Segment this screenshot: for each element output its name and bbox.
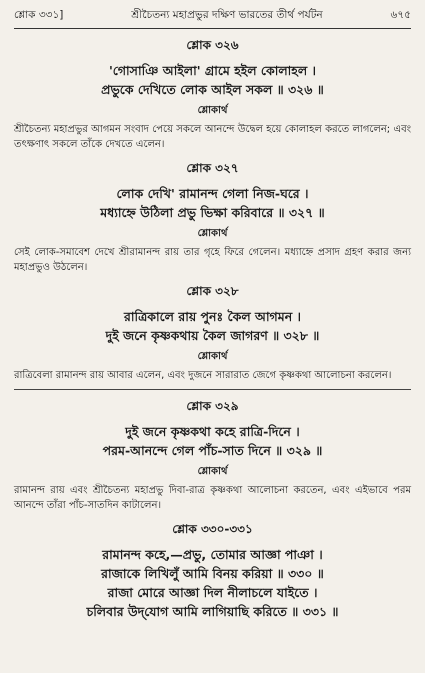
verse-line: লোক দেখি' রামানন্দ গেলা নিজ-ঘরে । — [116, 186, 309, 201]
verse-line: প্রভুকে দেখিতে লোক আইল সকল ॥ ৩২৬ ॥ — [101, 82, 324, 97]
translation-text: শ্রীচৈতন্য মহাপ্রভুর আগমন সংবাদ পেয়ে সকলে আনন্দে উদ্বেল হয়ে কোলাহল করতে লাগলেন; এবং তৎক্ষণাৎ সকলে তাঁকে দেখতে এলেন। — [14, 124, 411, 150]
translation-text: সেই লোক-সমাবেশ দেখে শ্রীরামানন্দ রায় তার গৃহে ফিরে গেলেন। মধ্যাহ্নে প্রসাদ গ্রহণ করার জন্য মহাপ্রভুও উঠলেন। — [14, 247, 411, 273]
verse-block — [14, 37, 411, 152]
verse-line: চলিবার উদ্‌যোগ আমি লাগিয়াছি করিতে ॥ ৩৩১ ॥ — [86, 604, 339, 619]
verse-block — [14, 160, 411, 275]
verse-number: শ্লোক ৩২৭ — [186, 161, 239, 175]
translation-heading: শ্লোকার্থ — [197, 466, 228, 477]
translation-heading: শ্লোকার্থ — [197, 105, 228, 116]
translation-heading: শ্লোকার্থ — [197, 351, 228, 362]
verse-number: শ্লোক ৩২৬ — [186, 38, 239, 52]
translation-text: রামানন্দ রায় এবং শ্রীচৈতন্য মহাপ্রভু দিবা-রাত্র কৃষ্ণকথা আলোচনা করতেন, এবং এইভাবে পরম আনন্দে তাঁরা পাঁচ-সাতদিন কাটালেন। — [14, 485, 411, 511]
divider — [14, 389, 411, 390]
verse-line: রামানন্দ কহে,—প্রভু, তোমার আজ্ঞা পাঞা । — [102, 547, 323, 562]
translation-heading: শ্লোকার্থ — [197, 228, 228, 239]
header-chapter-title: শ্রীচৈতন্য মহাপ্রভুর দক্ষিণ ভারতের তীর্থ পর্যটন — [131, 9, 323, 21]
verse-line: রাজাকে লিখিলুঁ আমি বিনয় করিয়া ॥ ৩৩০ ॥ — [101, 566, 324, 581]
verse-line: 'গোসাঞি আইলা' গ্রামে হইল কোলাহল । — [108, 63, 317, 78]
verse-number: শ্লোক ৩৩০-৩৩১ — [172, 522, 253, 536]
verse-block — [14, 398, 411, 513]
verse-line: মধ্যাহ্নে উঠিলা প্রভু ভিক্ষা করিবারে ॥ ৩২৭ ॥ — [100, 205, 325, 220]
header-verse-ref: শ্লোক ৩৩১] — [14, 9, 64, 21]
verse-line: পরম-আনন্দে গেল পাঁচ-সাত দিনে ॥ ৩২৯ ॥ — [102, 443, 323, 458]
translation-text: রাত্রিবেলা রামানন্দ রায় আবার এলেন, এবং দুজনে সারারাত জেগে কৃষ্ণকথা আলোচনা করলেন। — [14, 370, 392, 381]
verse-line: দুই জনে কৃষ্ণকথায় কৈল জাগরণ ॥ ৩২৮ ॥ — [105, 328, 320, 343]
verse-line: রাজা মোরে আজ্ঞা দিল নীলাচলে যাইতে । — [107, 585, 318, 600]
verse-number: শ্লোক ৩২৮ — [186, 284, 239, 298]
page-number: ৬৭৫ — [390, 9, 411, 21]
running-header — [14, 8, 411, 29]
verse-line: দুই জনে কৃষ্ণকথা কহে রাত্রি-দিনে । — [125, 424, 300, 439]
verse-block — [14, 521, 411, 621]
verse-line: রাত্রিকালে রায় পুনঃ কৈল আগমন । — [124, 309, 301, 324]
verse-block — [14, 283, 411, 383]
verse-number: শ্লোক ৩২৯ — [186, 399, 239, 413]
